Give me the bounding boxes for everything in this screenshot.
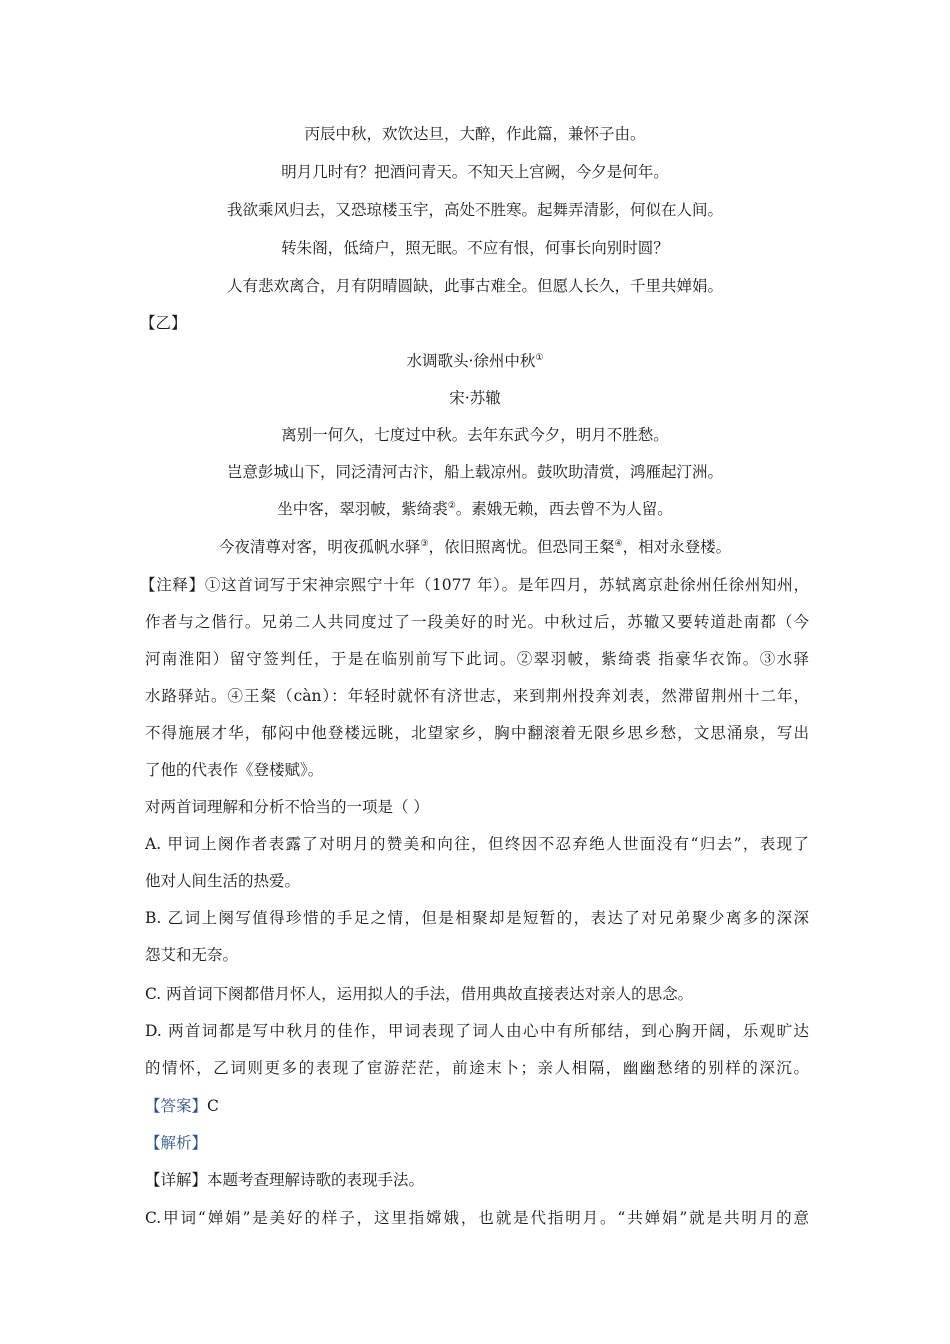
poem-yi-line-3 bbox=[0, 499, 950, 519]
poem-yi-line-4-a: 今夜清尊对客，明夜孤帆水驿 bbox=[218, 538, 421, 556]
detail-label: 【详解】 bbox=[145, 1171, 208, 1189]
notes-line-4: 水路驿站。④王粲（càn）：年轻时就怀有济世志，来到荆州投奔刘表，然滞留荆州十二年， bbox=[145, 687, 809, 705]
notes-line-2: 作者与之偕行。兄弟二人共同度过了一段美好的时光。中秋过后，苏辙又要转道赴南都（今 bbox=[145, 613, 809, 631]
poem-yi-line-4-c: ，相对永登楼。 bbox=[622, 538, 732, 556]
poem-yi-line-2: 岂意彭城山下，同泛清河古汴，船上载凉州。鼓吹助清赏，鸿雁起汀洲。 bbox=[226, 463, 723, 481]
poem-yi-author: 宋·苏辙 bbox=[449, 389, 501, 407]
option-d-line-2: 的情怀，乙词则更多的表现了宦游茫茫，前途末卜；亲人相隔，幽幽愁绪的别样的深沉。 bbox=[145, 1059, 809, 1077]
poem-jia-line-2: 我欲乘风归去，又恐琼楼玉宇，高处不胜寒。起舞弄清影，何似在人间。 bbox=[226, 201, 723, 219]
option-b-line-1: B. 乙词上阕写值得珍惜的手足之情，但是相聚却是短暂的，表达了对兄弟聚少离多的深深 bbox=[145, 909, 809, 927]
notes-line-1: 【注释】①这首词写于宋神宗熙宁十年（1077 年）。是年四月，苏轼离京赴徐州任徐州知州， bbox=[140, 576, 809, 594]
notes-line-3: 河南淮阳）留守签判任，于是在临别前写下此词。②翠羽帔，紫绮裘 指豪华衣饰。③水驿 bbox=[145, 650, 809, 668]
answer-value: C bbox=[207, 1097, 219, 1115]
poem-yi-line-4-b: ，依旧照离忧。但恐同王粲 bbox=[428, 538, 615, 556]
analysis-label: 【解析】 bbox=[145, 1134, 208, 1152]
detail-c-line: C.甲词“婵娟”是美好的样子，这里指嫦娥，也就是代指明月。“共婵娟”就是共明月的意 bbox=[145, 1209, 809, 1227]
detail-row bbox=[145, 1170, 424, 1190]
poem-yi-label: 【乙】 bbox=[140, 314, 187, 332]
poem-yi-line-1: 离别一何久，七度过中秋。去年东武今夕，明月不胜愁。 bbox=[281, 426, 669, 444]
answer-label: 【答案】 bbox=[145, 1097, 208, 1115]
poem-yi-title-text: 水调歌头·徐州中秋 bbox=[406, 352, 536, 370]
poem-yi-line-3-note: ② bbox=[447, 500, 456, 511]
poem-jia-preface: 丙辰中秋，欢饮达旦，大醉，作此篇，兼怀子由。 bbox=[304, 125, 646, 143]
detail-text: 本题考查理解诗歌的表现手法。 bbox=[207, 1171, 425, 1189]
poem-yi-line-3-a: 坐中客，翠羽帔，紫绮裘 bbox=[277, 500, 448, 518]
notes-line-6: 了他的代表作《登楼赋》。 bbox=[145, 761, 324, 779]
option-c: C. 两首词下阕都借月怀人，运用拟人的手法，借用典故直接表达对亲人的思念。 bbox=[145, 985, 694, 1003]
notes-line-5: 不得施展才华，郁闷中他登楼远眺，北望家乡，胸中翻滚着无限乡思乡愁，文思涌泉，写出 bbox=[145, 724, 809, 742]
option-a-line-2: 他对人间生活的热爱。 bbox=[145, 872, 301, 890]
question-stem: 对两首词理解和分析不恰当的一项是（ ） bbox=[145, 798, 429, 816]
poem-jia-line-4: 人有悲欢离合，月有阴晴圆缺，此事古难全。但愿人长久，千里共婵娟。 bbox=[226, 277, 723, 295]
poem-yi-line-4-note-1: ③ bbox=[420, 538, 429, 549]
poem-yi-title bbox=[0, 351, 950, 371]
poem-jia-line-3: 转朱阁，低绮户，照无眠。不应有恨，何事长向别时圆？ bbox=[281, 239, 669, 257]
option-d-line-1: D. 两首词都是写中秋月的佳作，甲词表现了词人由心中有所郁结，到心胸开阔，乐观旷达 bbox=[145, 1022, 809, 1040]
poem-yi-line-4-note-2: ④ bbox=[614, 538, 623, 549]
poem-jia-line-1: 明月几时有？把酒问青天。不知天上宫阙，今夕是何年。 bbox=[281, 163, 669, 181]
poem-yi-line-3-b: 。素娥无赖，西去曾不为人留。 bbox=[455, 500, 673, 518]
poem-yi-title-note: ① bbox=[535, 352, 544, 363]
option-b-line-2: 怨艾和无奈。 bbox=[145, 946, 239, 964]
option-a-line-1: A. 甲词上阕作者表露了对明月的赞美和向往，但终因不忍弃绝人世面没有“归去”，表现了 bbox=[145, 835, 809, 853]
answer-row bbox=[145, 1096, 219, 1116]
poem-yi-line-4 bbox=[0, 537, 950, 557]
